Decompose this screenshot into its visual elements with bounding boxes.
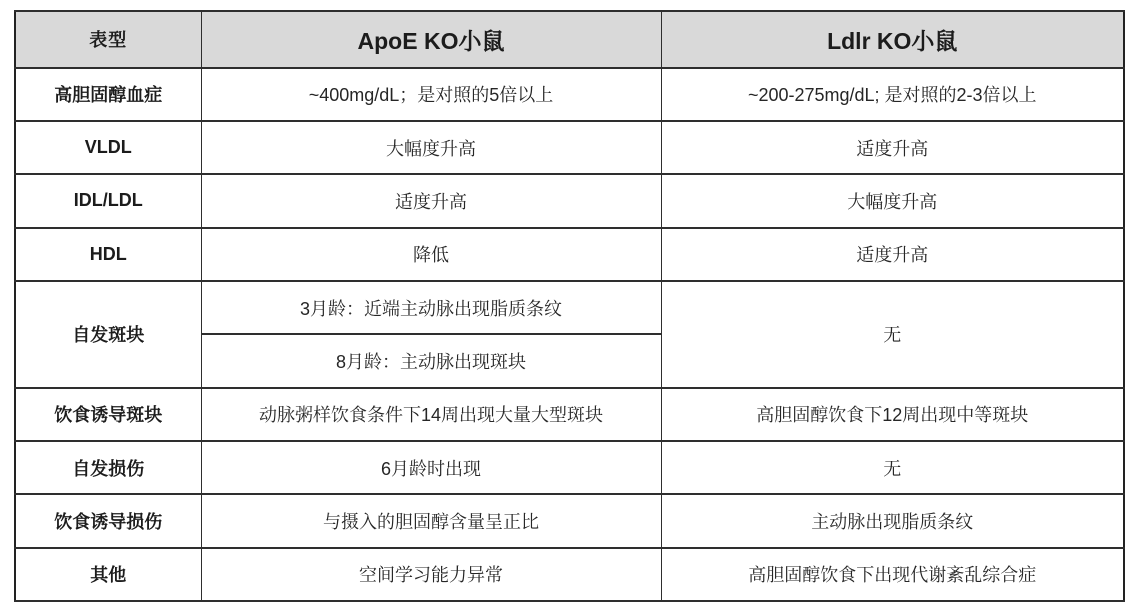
phenotype-comparison-table	[14, 10, 1125, 602]
column-header-ldlr-ko: Ldlr KO小鼠	[661, 11, 1124, 68]
table-row-spontaneous-plaque	[15, 281, 1124, 334]
apoe-cell: 降低	[201, 228, 661, 281]
apoe-cell: 动脉粥样饮食条件下14周出现大量大型斑块	[201, 388, 661, 441]
table-row-diet-induced-lesion	[15, 494, 1124, 547]
apoe-cell-sub2: 8月龄：主动脉出现斑块	[201, 334, 661, 387]
ldlr-cell: 主动脉出现脂质条纹	[661, 494, 1124, 547]
apoe-cell: 空间学习能力异常	[201, 548, 661, 601]
column-header-apoe-ko: ApoE KO小鼠	[201, 11, 661, 68]
apoe-cell-sub1: 3月龄：近端主动脉出现脂质条纹	[201, 281, 661, 334]
table-row-diet-induced-plaque	[15, 388, 1124, 441]
table-row-spontaneous-lesion	[15, 441, 1124, 494]
row-label: 饮食诱导斑块	[15, 388, 201, 441]
row-label: IDL/LDL	[15, 174, 201, 227]
row-label: HDL	[15, 228, 201, 281]
apoe-cell: 6月龄时出现	[201, 441, 661, 494]
ldlr-cell: 适度升高	[661, 121, 1124, 174]
apoe-cell: 大幅度升高	[201, 121, 661, 174]
row-label: 高胆固醇血症	[15, 68, 201, 121]
row-label: 自发斑块	[15, 281, 201, 388]
table-row-idl-ldl	[15, 174, 1124, 227]
apoe-cell: ~400mg/dL；是对照的5倍以上	[201, 68, 661, 121]
table-row-hypercholesterolemia	[15, 68, 1124, 121]
row-label: 其他	[15, 548, 201, 601]
ldlr-cell: 无	[661, 281, 1124, 388]
table-row-hdl	[15, 228, 1124, 281]
table-row-other	[15, 548, 1124, 601]
row-label: VLDL	[15, 121, 201, 174]
ldlr-cell: 高胆固醇饮食下12周出现中等斑块	[661, 388, 1124, 441]
ldlr-cell: ~200-275mg/dL; 是对照的2-3倍以上	[661, 68, 1124, 121]
ldlr-cell: 适度升高	[661, 228, 1124, 281]
apoe-cell: 与摄入的胆固醇含量呈正比	[201, 494, 661, 547]
table-header-row	[15, 11, 1124, 68]
table-row-vldl	[15, 121, 1124, 174]
apoe-cell: 适度升高	[201, 174, 661, 227]
row-label: 自发损伤	[15, 441, 201, 494]
ldlr-cell: 大幅度升高	[661, 174, 1124, 227]
row-label: 饮食诱导损伤	[15, 494, 201, 547]
ldlr-cell: 高胆固醇饮食下出现代谢紊乱综合症	[661, 548, 1124, 601]
ldlr-cell: 无	[661, 441, 1124, 494]
column-header-phenotype: 表型	[15, 11, 201, 68]
